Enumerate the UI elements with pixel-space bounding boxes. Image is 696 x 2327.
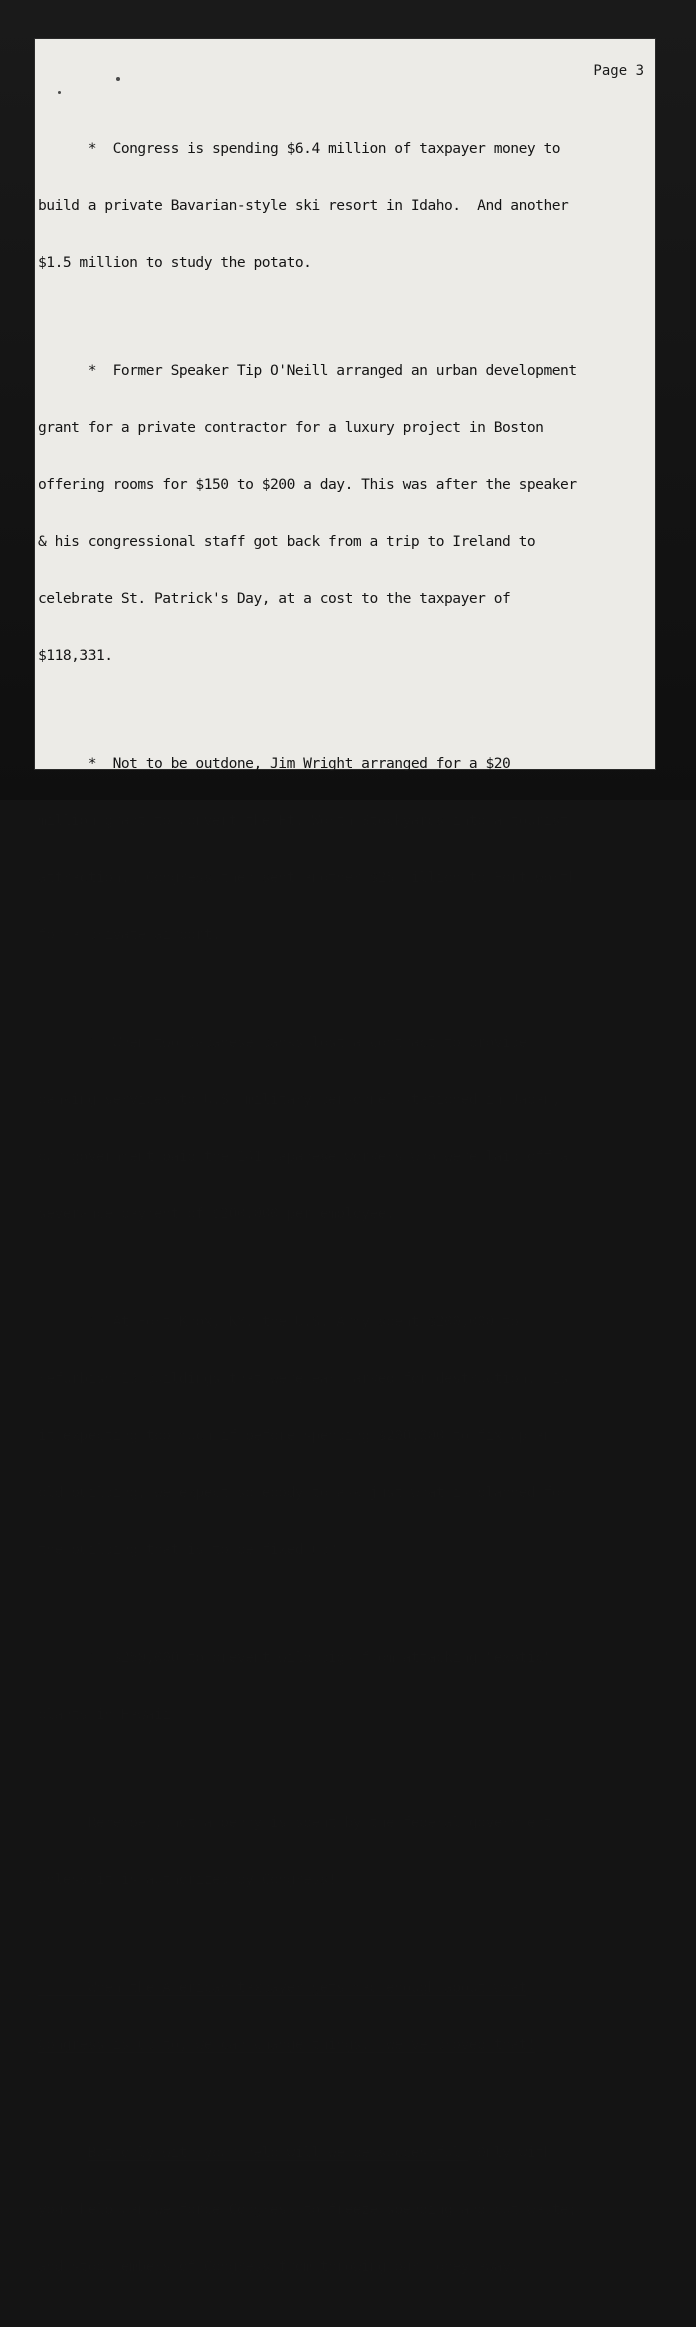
- text-line: * When two Japanese banks lost a contract to provide: [38, 1034, 527, 1051]
- text-line: [38, 2143, 652, 2162]
- text-line: * Not to be outdone, Jim Wright arranged for a $20: [38, 755, 511, 772]
- text-line: celebrate St. Patrick's Day, at a cost to the taxpayer of: [38, 590, 511, 607]
- text-line: banking services to U.S. military personnel stationed in Japan,: [38, 1091, 561, 1108]
- underlined-line: Congress is up to, we can change things. We've proved that!: [38, 2036, 536, 2053]
- text-line: $1.5 million to study the potato.: [38, 254, 312, 271]
- text-line: $118,331.: [38, 647, 113, 664]
- paragraph-wild-pigs: [38, 1610, 652, 1762]
- text-segment: Only with: [468, 2144, 552, 2161]
- text-line: * Former Speaker Tip O'Neill arranged an urban development: [38, 362, 577, 379]
- paragraph-tip-oneill: [38, 323, 652, 703]
- text-line: your help can we force Congress to freeze spending and cut waste;: [38, 2201, 577, 2218]
- paragraph-change-things: [38, 1940, 652, 2092]
- text-line: * $250,000 to prevent wild pigs from attacking "exotic": [38, 1649, 552, 1666]
- text-line: plants in Hawaii.: [38, 1706, 179, 1723]
- text-line: offering rooms for $150 to $200 a day. This was after the speaker: [38, 476, 577, 493]
- text-line: unless it is authorized by Congress!: [38, 1871, 337, 1888]
- paragraph-japanese-banks: [38, 995, 652, 1261]
- text-line: * Congress is spending $6.4 million of taxpayer money to: [38, 140, 561, 157]
- underlined-line: When the American taxpayer gets mad enough about what: [38, 1979, 527, 1996]
- text-line: for a private airport.: [38, 926, 221, 943]
- text-line: & his congressional staff got back from a trip to Ireland to: [38, 533, 536, 550]
- paragraph-jim-wright: [38, 716, 652, 982]
- paragraph-ski-resort: [38, 101, 652, 310]
- text-line: the building that is to be fixed up?: [38, 1541, 337, 1558]
- paper-speck: [58, 91, 61, 94]
- underlined-phrase: But only with your help will we be successful.: [87, 2144, 469, 2161]
- paragraph-your-help: [38, 2105, 652, 2314]
- text-line: Remember, not a penny is spent by the federal government: [38, 1814, 552, 1831]
- indent: [38, 2144, 88, 2161]
- text-line: refurbish 13 buildings that were ear-marked for destruction. Is: [38, 1370, 569, 1387]
- paper-speck: [116, 77, 120, 81]
- text-line: grant for a private contractor for a luxury project in Boston: [38, 419, 544, 436]
- text-line: build a private Bavarian-style ski resort in Idaho. And another: [38, 197, 569, 214]
- text-line: old building, we expect somebody to ask just what is planned for: [38, 1484, 569, 1501]
- text-line: attraction. Congress then sent another $25 million to Fort Worth: [38, 869, 577, 886]
- text-line: and stop members of Congress from throwing our money away.: [38, 2258, 519, 2275]
- text-line: our government paid the 141 Japanese workers who were laid off a: [38, 1148, 569, 1165]
- document-page: [34, 38, 656, 2275]
- text-line: severance payment of $200,000 per employee.: [38, 1205, 395, 1222]
- text-line: * At Fort Knox, KY, the U.S. Army spent $200,000 to: [38, 1313, 519, 1330]
- text-line: it expecting too much if before spending $200,000 to fix up an: [38, 1427, 552, 1444]
- paragraph-remember: [38, 1775, 652, 1927]
- text-line: million grant to convert the Ft. Worth Stockyards into a tourist: [38, 812, 569, 829]
- document-body: [38, 101, 652, 2327]
- paragraph-fort-knox: [38, 1274, 652, 1597]
- page-number: Page 3: [593, 63, 644, 79]
